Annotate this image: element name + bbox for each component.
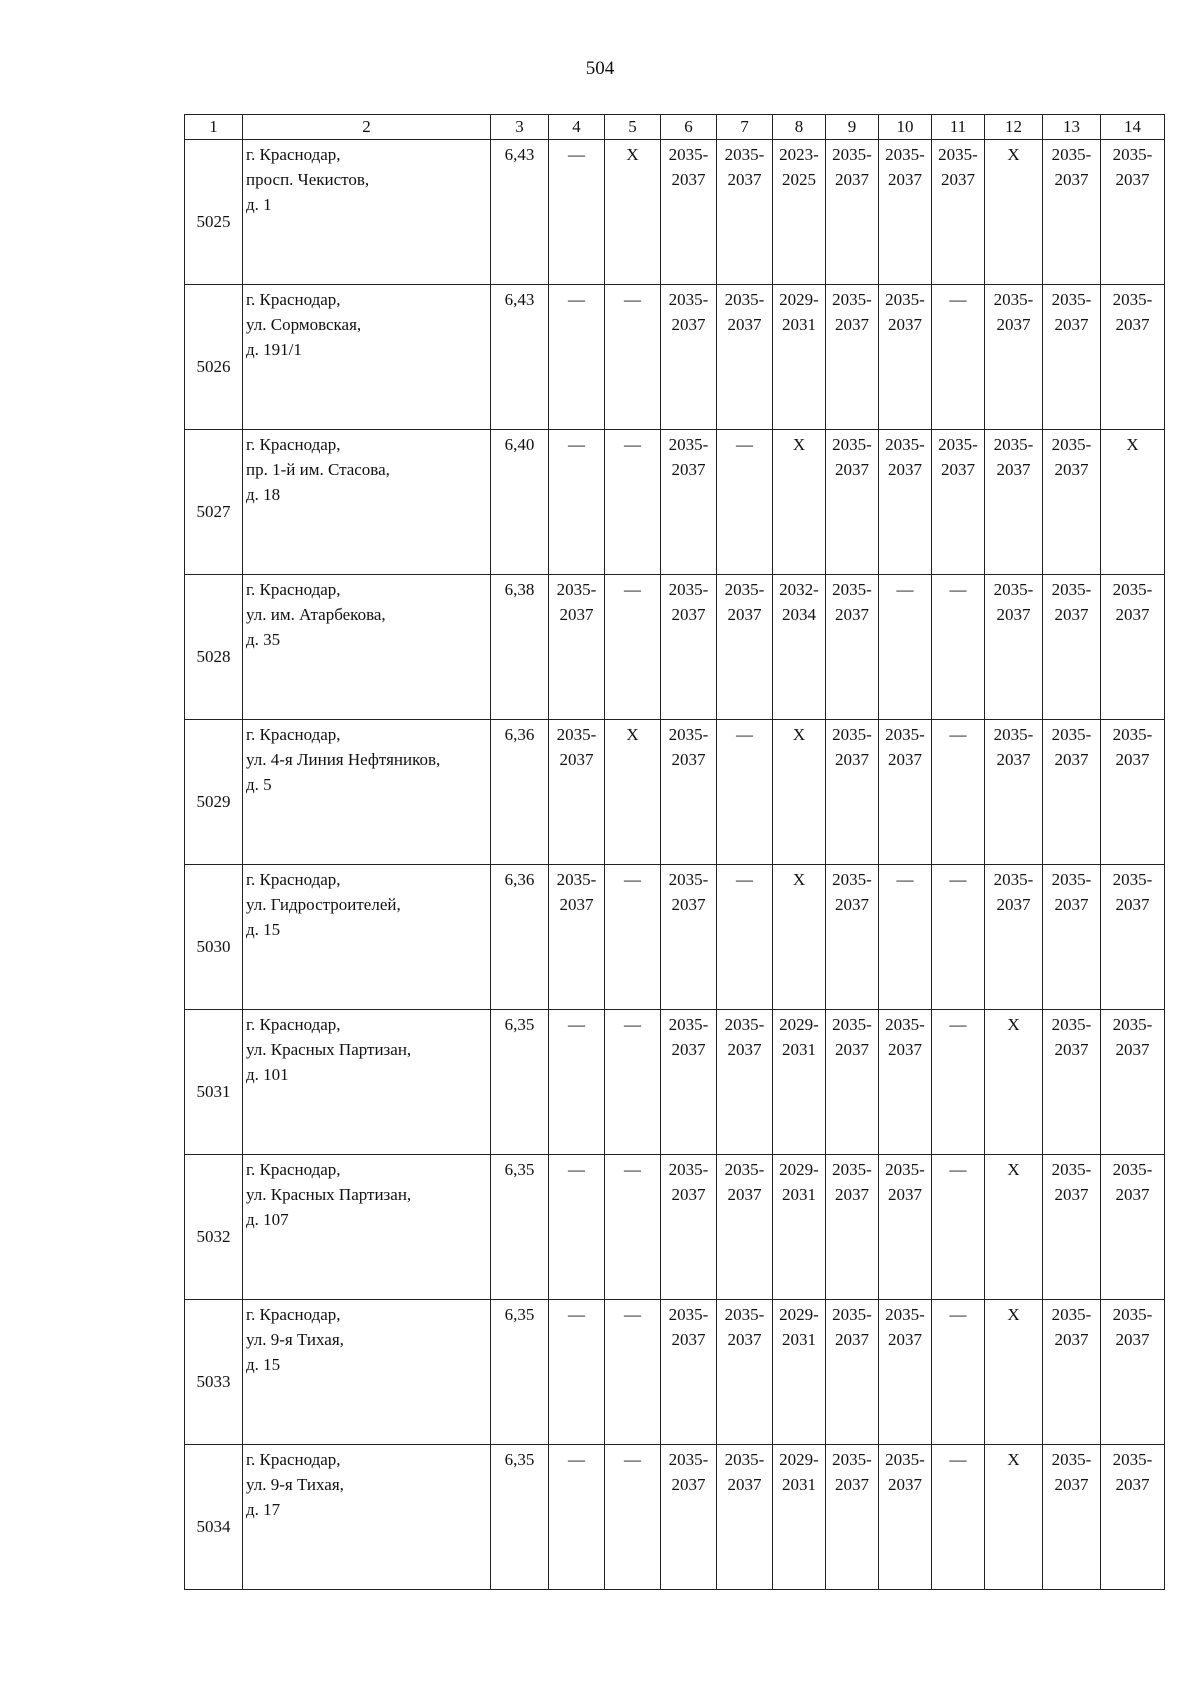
schedule-cell: X: [773, 430, 826, 575]
address-line: д. 35: [246, 630, 281, 649]
schedule-cell: 2035- 2037: [1043, 865, 1101, 1010]
address-line: ул. Красных Партизан,: [246, 1040, 412, 1059]
value-cell: 6,38: [491, 575, 549, 720]
schedule-cell: —: [932, 1300, 985, 1445]
schedule-cell: —: [717, 720, 773, 865]
address-line: г. Краснодар,: [246, 290, 341, 309]
schedule-cell: 2035- 2037: [826, 575, 879, 720]
schedule-cell: 2035- 2037: [1101, 1445, 1165, 1590]
schedule-cell: 2035- 2037: [549, 575, 605, 720]
header-row: [185, 115, 1165, 140]
schedule-cell: —: [717, 865, 773, 1010]
schedule-cell: 2035- 2037: [717, 1300, 773, 1445]
value-cell: 6,35: [491, 1010, 549, 1155]
schedule-cell: 2035- 2037: [985, 430, 1043, 575]
value-cell: 6,35: [491, 1155, 549, 1300]
schedule-cell: 2035- 2037: [985, 575, 1043, 720]
column-header-8: 8: [773, 115, 826, 140]
schedule-cell: X: [773, 865, 826, 1010]
schedule-cell: 2035- 2037: [826, 285, 879, 430]
address-line: ул. Красных Партизан,: [246, 1185, 412, 1204]
column-header-13: 13: [1043, 115, 1101, 140]
schedule-cell: —: [549, 140, 605, 285]
table-row: [185, 1155, 1165, 1300]
schedule-cell: —: [605, 1300, 661, 1445]
address-line: д. 107: [246, 1210, 289, 1229]
address-line: г. Краснодар,: [246, 435, 341, 454]
schedule-cell: 2035- 2037: [932, 430, 985, 575]
address-line: г. Краснодар,: [246, 1305, 341, 1324]
schedule-cell: —: [549, 285, 605, 430]
schedule-cell: 2035- 2037: [549, 720, 605, 865]
schedule-cell: —: [549, 1010, 605, 1155]
address-line: г. Краснодар,: [246, 725, 341, 744]
schedule-cell: 2035- 2037: [879, 140, 932, 285]
row-number: 5029: [185, 720, 243, 865]
address-line: д. 17: [246, 1500, 281, 1519]
address-line: д. 191/1: [246, 340, 302, 359]
table-row: [185, 1010, 1165, 1155]
address-cell: [243, 1010, 491, 1155]
schedule-cell: 2035- 2037: [826, 1010, 879, 1155]
address-line: г. Краснодар,: [246, 870, 341, 889]
schedule-cell: 2035- 2037: [1043, 1445, 1101, 1590]
schedule-cell: 2035- 2037: [661, 430, 717, 575]
schedule-cell: —: [932, 1445, 985, 1590]
address-line: ул. Сормовская,: [246, 315, 362, 334]
schedule-cell: —: [605, 1010, 661, 1155]
schedule-cell: 2035- 2037: [1043, 285, 1101, 430]
row-number: 5033: [185, 1300, 243, 1445]
schedule-cell: 2035- 2037: [549, 865, 605, 1010]
address-line: д. 101: [246, 1065, 289, 1084]
address-line: ул. 9-я Тихая,: [246, 1330, 344, 1349]
address-line: д. 15: [246, 920, 281, 939]
schedule-cell: 2035- 2037: [1101, 720, 1165, 865]
schedule-cell: 2029- 2031: [773, 1010, 826, 1155]
schedule-cell: 2035- 2037: [826, 1445, 879, 1590]
address-line: пр. 1-й им. Стасова,: [246, 460, 390, 479]
column-header-10: 10: [879, 115, 932, 140]
schedule-cell: 2035- 2037: [661, 575, 717, 720]
address-cell: [243, 140, 491, 285]
address-cell: [243, 1155, 491, 1300]
schedule-cell: 2035- 2037: [661, 1300, 717, 1445]
schedule-cell: —: [932, 285, 985, 430]
schedule-cell: —: [605, 1445, 661, 1590]
table-header: [185, 115, 1165, 140]
row-number: 5030: [185, 865, 243, 1010]
schedule-cell: 2035- 2037: [1043, 1010, 1101, 1155]
schedule-cell: 2035- 2037: [879, 285, 932, 430]
schedule-cell: 2035- 2037: [1101, 1300, 1165, 1445]
row-number: 5026: [185, 285, 243, 430]
schedule-cell: 2035- 2037: [879, 1445, 932, 1590]
schedule-cell: 2035- 2037: [661, 1010, 717, 1155]
schedule-cell: 2035- 2037: [661, 865, 717, 1010]
table-row: [185, 720, 1165, 865]
schedule-cell: X: [985, 1300, 1043, 1445]
schedule-cell: —: [605, 865, 661, 1010]
schedule-cell: —: [549, 1155, 605, 1300]
value-cell: 6,36: [491, 720, 549, 865]
schedule-cell: 2029- 2031: [773, 1445, 826, 1590]
schedule-cell: 2035- 2037: [826, 720, 879, 865]
schedule-cell: —: [605, 285, 661, 430]
schedule-cell: 2029- 2031: [773, 1300, 826, 1445]
column-header-14: 14: [1101, 115, 1165, 140]
schedule-cell: 2035- 2037: [1101, 285, 1165, 430]
table-row: [185, 430, 1165, 575]
schedule-cell: 2035- 2037: [1101, 140, 1165, 285]
schedule-cell: 2035- 2037: [717, 1445, 773, 1590]
schedule-cell: 2035- 2037: [1101, 1010, 1165, 1155]
repair-schedule-table: [184, 114, 1165, 1590]
schedule-cell: 2035- 2037: [1101, 1155, 1165, 1300]
schedule-cell: 2035- 2037: [661, 140, 717, 285]
address-cell: [243, 720, 491, 865]
schedule-cell: 2035- 2037: [879, 1155, 932, 1300]
schedule-cell: X: [605, 140, 661, 285]
schedule-cell: 2035- 2037: [1043, 430, 1101, 575]
value-cell: 6,35: [491, 1300, 549, 1445]
value-cell: 6,35: [491, 1445, 549, 1590]
schedule-cell: 2035- 2037: [826, 1155, 879, 1300]
schedule-cell: X: [605, 720, 661, 865]
schedule-cell: 2035- 2037: [717, 575, 773, 720]
address-line: д. 5: [246, 775, 272, 794]
column-header-9: 9: [826, 115, 879, 140]
address-line: ул. 9-я Тихая,: [246, 1475, 344, 1494]
value-cell: 6,40: [491, 430, 549, 575]
column-header-12: 12: [985, 115, 1043, 140]
schedule-cell: —: [932, 1010, 985, 1155]
column-header-6: 6: [661, 115, 717, 140]
schedule-cell: 2035- 2037: [717, 1155, 773, 1300]
schedule-cell: 2035- 2037: [717, 140, 773, 285]
schedule-cell: 2035- 2037: [879, 1010, 932, 1155]
schedule-cell: —: [549, 1300, 605, 1445]
table-row: [185, 140, 1165, 285]
schedule-cell: 2032- 2034: [773, 575, 826, 720]
address-cell: [243, 865, 491, 1010]
schedule-cell: X: [985, 1155, 1043, 1300]
address-line: г. Краснодар,: [246, 580, 341, 599]
schedule-cell: 2035- 2037: [661, 1445, 717, 1590]
schedule-cell: 2035- 2037: [826, 865, 879, 1010]
schedule-cell: 2035- 2037: [826, 140, 879, 285]
schedule-cell: 2035- 2037: [717, 1010, 773, 1155]
row-number: 5031: [185, 1010, 243, 1155]
schedule-cell: —: [605, 1155, 661, 1300]
address-line: просп. Чекистов,: [246, 170, 370, 189]
row-number: 5025: [185, 140, 243, 285]
address-line: г. Краснодар,: [246, 145, 341, 164]
value-cell: 6,43: [491, 140, 549, 285]
table-row: [185, 865, 1165, 1010]
address-line: г. Краснодар,: [246, 1015, 341, 1034]
schedule-cell: 2035- 2037: [879, 720, 932, 865]
schedule-cell: 2035- 2037: [985, 285, 1043, 430]
address-line: ул. Гидростроителей,: [246, 895, 401, 914]
schedule-cell: 2035- 2037: [1101, 865, 1165, 1010]
table-row: [185, 575, 1165, 720]
value-cell: 6,43: [491, 285, 549, 430]
address-line: ул. 4-я Линия Нефтяников,: [246, 750, 441, 769]
row-number: 5034: [185, 1445, 243, 1590]
address-cell: [243, 430, 491, 575]
column-header-1: 1: [185, 115, 243, 140]
address-cell: [243, 1445, 491, 1590]
table-body: [185, 140, 1165, 1590]
schedule-cell: 2035- 2037: [985, 865, 1043, 1010]
schedule-cell: 2035- 2037: [661, 1155, 717, 1300]
schedule-cell: —: [879, 865, 932, 1010]
address-line: д. 1: [246, 195, 272, 214]
column-header-7: 7: [717, 115, 773, 140]
address-cell: [243, 575, 491, 720]
schedule-cell: —: [717, 430, 773, 575]
schedule-cell: —: [932, 1155, 985, 1300]
schedule-cell: 2029- 2031: [773, 285, 826, 430]
schedule-cell: X: [985, 140, 1043, 285]
table-row: [185, 1300, 1165, 1445]
row-number: 5027: [185, 430, 243, 575]
schedule-cell: 2023- 2025: [773, 140, 826, 285]
column-header-2: 2: [243, 115, 491, 140]
schedule-cell: —: [932, 865, 985, 1010]
schedule-cell: X: [985, 1445, 1043, 1590]
column-header-11: 11: [932, 115, 985, 140]
schedule-cell: —: [549, 1445, 605, 1590]
address-line: г. Краснодар,: [246, 1450, 341, 1469]
schedule-cell: X: [1101, 430, 1165, 575]
schedule-cell: 2035- 2037: [1043, 720, 1101, 865]
address-line: ул. им. Атарбекова,: [246, 605, 386, 624]
schedule-cell: —: [879, 575, 932, 720]
schedule-cell: 2035- 2037: [1043, 1155, 1101, 1300]
schedule-cell: —: [932, 575, 985, 720]
row-number: 5032: [185, 1155, 243, 1300]
page-number: 504: [585, 58, 615, 79]
column-header-5: 5: [605, 115, 661, 140]
schedule-cell: 2035- 2037: [826, 1300, 879, 1445]
address-cell: [243, 1300, 491, 1445]
address-line: д. 15: [246, 1355, 281, 1374]
schedule-cell: 2035- 2037: [661, 720, 717, 865]
schedule-cell: 2035- 2037: [879, 430, 932, 575]
column-header-3: 3: [491, 115, 549, 140]
address-line: д. 18: [246, 485, 281, 504]
table-row: [185, 1445, 1165, 1590]
schedule-cell: 2035- 2037: [879, 1300, 932, 1445]
schedule-cell: 2035- 2037: [1043, 1300, 1101, 1445]
address-cell: [243, 285, 491, 430]
schedule-cell: —: [932, 720, 985, 865]
column-header-4: 4: [549, 115, 605, 140]
schedule-cell: 2035- 2037: [717, 285, 773, 430]
schedule-cell: 2029- 2031: [773, 1155, 826, 1300]
schedule-cell: 2035- 2037: [1043, 140, 1101, 285]
schedule-cell: 2035- 2037: [826, 430, 879, 575]
schedule-cell: —: [549, 430, 605, 575]
value-cell: 6,36: [491, 865, 549, 1010]
schedule-cell: 2035- 2037: [661, 285, 717, 430]
table-row: [185, 285, 1165, 430]
schedule-cell: —: [605, 430, 661, 575]
schedule-cell: —: [605, 575, 661, 720]
row-number: 5028: [185, 575, 243, 720]
schedule-cell: 2035- 2037: [1043, 575, 1101, 720]
schedule-cell: X: [773, 720, 826, 865]
schedule-cell: 2035- 2037: [932, 140, 985, 285]
address-line: г. Краснодар,: [246, 1160, 341, 1179]
schedule-cell: 2035- 2037: [1101, 575, 1165, 720]
schedule-cell: 2035- 2037: [985, 720, 1043, 865]
schedule-cell: X: [985, 1010, 1043, 1155]
